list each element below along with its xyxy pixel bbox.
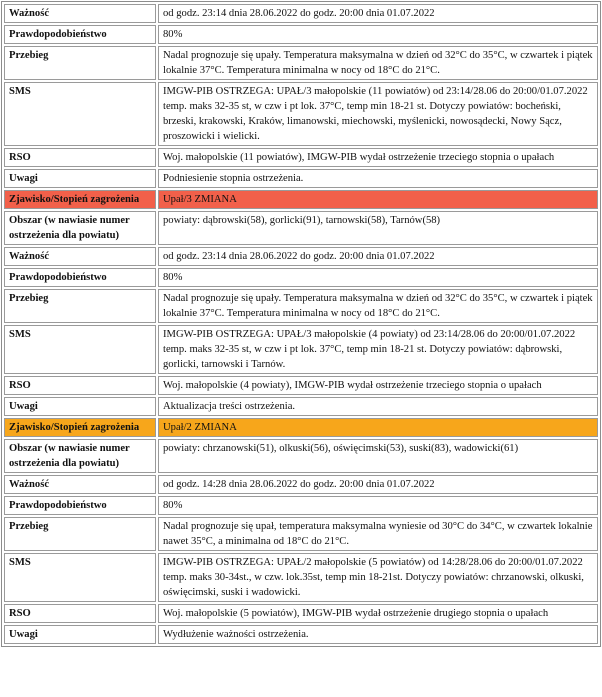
value-probability: 80%: [158, 268, 598, 287]
label-probability: Prawdopodobieństwo: [4, 25, 156, 44]
value-validity: od godz. 14:28 dnia 28.06.2022 do godz. 20:00 dnia 01.07.2022: [158, 475, 598, 494]
row-rso: [4, 376, 598, 395]
value-course: Nadal prognozuje się upał, temperatura maksymalna wyniesie od 30°C do 34°C, w czwartek lokalnie nawet 35°C, a minimalna od 18°C do 21°C.: [158, 517, 598, 551]
row-course: [4, 289, 598, 323]
value-rso: Woj. małopolskie (5 powiatów), IMGW-PIB wydał ostrzeżenie drugiego stopnia o upałach: [158, 604, 598, 623]
row-notes: [4, 397, 598, 416]
label-validity: Ważność: [4, 247, 156, 266]
row-validity: [4, 247, 598, 266]
label-sms: SMS: [4, 553, 156, 602]
phenomenon-header-level2: [4, 418, 598, 437]
value-area: powiaty: chrzanowski(51), olkuski(56), oświęcimski(53), suski(83), wadowicki(61): [158, 439, 598, 473]
label-sms: SMS: [4, 325, 156, 374]
row-rso: [4, 148, 598, 167]
row-notes: [4, 625, 598, 644]
row-probability: [4, 268, 598, 287]
label-course: Przebieg: [4, 46, 156, 80]
value-validity: od godz. 23:14 dnia 28.06.2022 do godz. 20:00 dnia 01.07.2022: [158, 4, 598, 23]
value-sms: IMGW-PIB OSTRZEGA: UPAŁ/3 małopolskie (4 powiaty) od 23:14/28.06 do 20:00/01.07.2022 temp. maks 32-35 st, w czw i pt lok. 37°C, temp min 18-21 st. Dotyczy powiatów: dąbrowski, gorlicki, tarnowski i Tarnów.: [158, 325, 598, 374]
weather-warnings-table: [1, 1, 601, 647]
row-notes: [4, 169, 598, 188]
label-probability: Prawdopodobieństwo: [4, 496, 156, 515]
phenomenon-header-level3: [4, 190, 598, 209]
label-phenomenon: Zjawisko/Stopień zagrożenia: [4, 418, 156, 437]
label-rso: RSO: [4, 604, 156, 623]
label-rso: RSO: [4, 376, 156, 395]
value-sms: IMGW-PIB OSTRZEGA: UPAŁ/2 małopolskie (5 powiatów) od 14:28/28.06 do 20:00/01.07.2022 temp. maks 30-34st., w czw. lok.35st, temp min 18-21st. Dotyczy powiatów: chrzanowski, olkuski, oświęcimski, suski i wadowicki.: [158, 553, 598, 602]
value-rso: Woj. małopolskie (11 powiatów), IMGW-PIB wydał ostrzeżenie trzeciego stopnia o upałach: [158, 148, 598, 167]
row-area: [4, 211, 598, 245]
row-validity: [4, 4, 598, 23]
label-course: Przebieg: [4, 517, 156, 551]
row-course: [4, 517, 598, 551]
row-course: [4, 46, 598, 80]
value-notes: Aktualizacja treści ostrzeżenia.: [158, 397, 598, 416]
value-sms: IMGW-PIB OSTRZEGA: UPAŁ/3 małopolskie (11 powiatów) od 23:14/28.06 do 20:00/01.07.2022 temp. maks 32-35 st, w czw i pt lok. 37°C, temp min 18-21 st. Dotyczy powiatów: bocheński, brzeski, krakowski, Kraków, limanowski, miechowski, myślenicki, nowosądecki, Nowy Sącz, proszowicki i wielicki.: [158, 82, 598, 146]
value-phenomenon: Upał/3 ZMIANA: [158, 190, 598, 209]
label-course: Przebieg: [4, 289, 156, 323]
value-course: Nadal prognozuje się upały. Temperatura maksymalna w dzień od 32°C do 35°C, w czwartek i piątek lokalnie 37°C. Temperatura minimalna w nocy od 18°C do 21°C.: [158, 289, 598, 323]
label-area: Obszar (w nawiasie numer ostrzeżenia dla powiatu): [4, 439, 156, 473]
row-sms: [4, 82, 598, 146]
label-sms: SMS: [4, 82, 156, 146]
value-validity: od godz. 23:14 dnia 28.06.2022 do godz. 20:00 dnia 01.07.2022: [158, 247, 598, 266]
row-area: [4, 439, 598, 473]
label-probability: Prawdopodobieństwo: [4, 268, 156, 287]
row-probability: [4, 25, 598, 44]
value-probability: 80%: [158, 496, 598, 515]
value-area: powiaty: dąbrowski(58), gorlicki(91), tarnowski(58), Tarnów(58): [158, 211, 598, 245]
row-validity: [4, 475, 598, 494]
label-rso: RSO: [4, 148, 156, 167]
value-rso: Woj. małopolskie (4 powiaty), IMGW-PIB wydał ostrzeżenie trzeciego stopnia o upałach: [158, 376, 598, 395]
row-sms: [4, 325, 598, 374]
label-area: Obszar (w nawiasie numer ostrzeżenia dla powiatu): [4, 211, 156, 245]
value-phenomenon: Upał/2 ZMIANA: [158, 418, 598, 437]
value-course: Nadal prognozuje się upały. Temperatura maksymalna w dzień od 32°C do 35°C, w czwartek i piątek lokalnie 37°C. Temperatura minimalna w nocy od 18°C do 21°C.: [158, 46, 598, 80]
value-probability: 80%: [158, 25, 598, 44]
value-notes: Wydłużenie ważności ostrzeżenia.: [158, 625, 598, 644]
row-sms: [4, 553, 598, 602]
label-validity: Ważność: [4, 475, 156, 494]
label-validity: Ważność: [4, 4, 156, 23]
label-notes: Uwagi: [4, 625, 156, 644]
label-notes: Uwagi: [4, 169, 156, 188]
row-rso: [4, 604, 598, 623]
row-probability: [4, 496, 598, 515]
value-notes: Podniesienie stopnia ostrzeżenia.: [158, 169, 598, 188]
label-notes: Uwagi: [4, 397, 156, 416]
label-phenomenon: Zjawisko/Stopień zagrożenia: [4, 190, 156, 209]
